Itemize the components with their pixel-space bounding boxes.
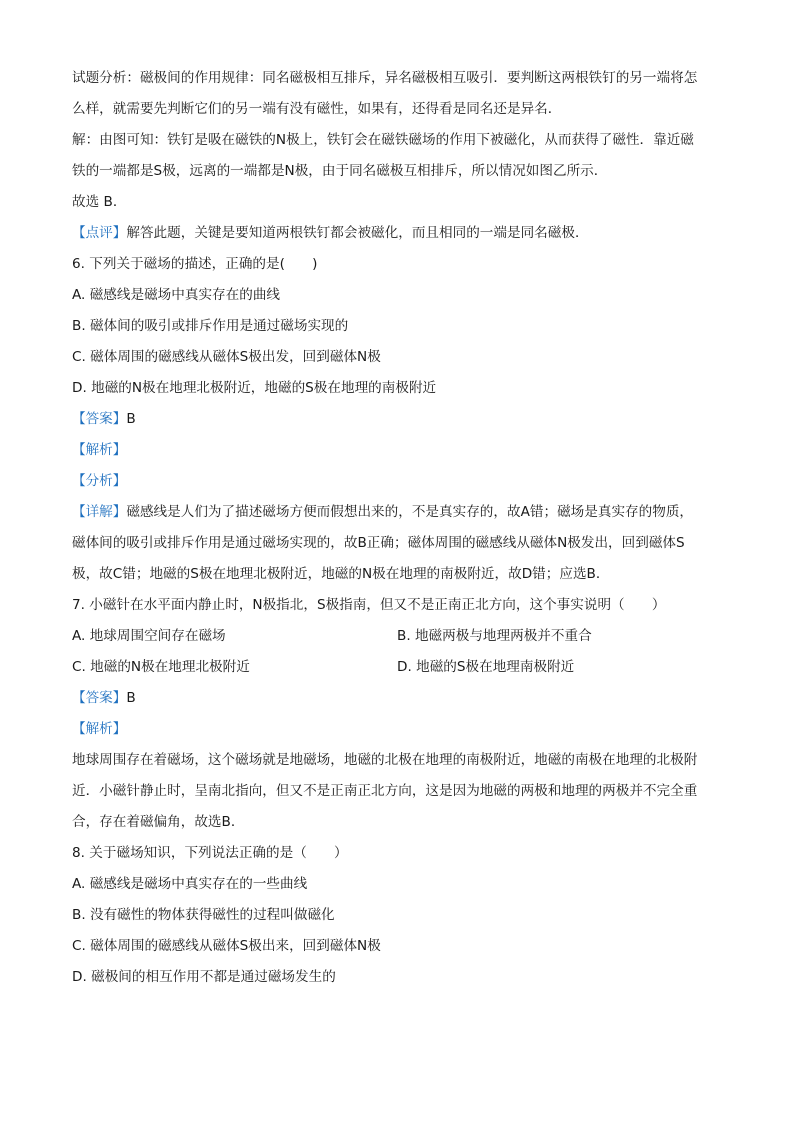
q7-answer-line [72,683,727,714]
q6-fenxi-line [72,466,727,497]
q7-explain-line-2: 近．小磁针静止时，呈南北指向，但又不是正南正北方向，这是因为地磁的两极和地理的两极并不完全重 [72,783,698,799]
q7-answer-label: 【答案】 [72,690,127,706]
q7-option-c: C. 地磁的N极在地理北极附近 [72,659,250,675]
q6-detail-text-1: 磁感线是人们为了描述磁场方便而假想出来的，不是真实存的，故A错；磁场是真实存的物质， [126,504,694,520]
q6-jiexi-line [72,435,727,466]
solution-line-1: 解：由图可知：铁钉是吸在磁铁的N极上，铁钉会在磁铁磁场的作用下被磁化，从而获得了磁性．靠近磁 [72,132,694,148]
q7-stem: 7. 小磁针在水平面内静止时，N极指北，S极指南，但又不是正南正北方向，这个事实说明（ ） [72,597,666,613]
q6-detail-line-1 [72,497,727,528]
analysis-line-1: 试题分析：磁极间的作用规律：同名磁极相互排斥，异名磁极相互吸引．要判断这两根铁钉的另一端将怎 [72,70,698,86]
q7-explain-line-1: 地球周围存在着磁场，这个磁场就是地磁场，地磁的北极在地理的南极附近，地磁的南极在地理的北极附 [72,752,698,768]
comment-line [72,218,727,249]
document-page [72,63,727,993]
q6-answer-label: 【答案】 [72,411,127,427]
q6-option-a: A. 磁感线是磁场中真实存在的曲线 [72,287,281,303]
q6-fenxi-label: 【分析】 [72,473,127,489]
comment-text: 解答此题，关键是要知道两根铁钉都会被磁化，而且相同的一端是同名磁极． [126,225,589,241]
q8-option-c: C. 磁体周围的磁感线从磁体S极出来，回到磁体N极 [72,938,381,954]
q7-answer: B [126,690,136,706]
q6-answer-line [72,404,727,435]
q6-detail-label: 【详解】 [72,504,127,520]
q8-stem: 8. 关于磁场知识，下列说法正确的是（ ） [72,845,348,861]
q8-option-b: B. 没有磁性的物体获得磁性的过程叫做磁化 [72,907,335,923]
q6-detail-line-3: 极，故C错；地磁的S极在地理北极附近，地磁的N极在地理的南极附近，故D错；应选B． [72,566,610,582]
q7-option-b: B. 地磁两极与地理两极并不重合 [397,628,592,644]
analysis-line-2: 么样，就需要先判断它们的另一端有没有磁性，如果有，还得看是同名还是异名． [72,101,562,117]
q6-jiexi-label: 【解析】 [72,442,127,458]
comment-label: 【点评】 [72,225,127,241]
choose-line: 故选 B． [72,194,127,210]
q6-option-c: C. 磁体周围的磁感线从磁体S极出发，回到磁体N极 [72,349,381,365]
q7-options-row-2 [72,652,727,683]
q7-option-a: A. 地球周围空间存在磁场 [72,628,226,644]
solution-line-2: 铁的一端都是S极，远离的一端都是N极，由于同名磁极互相排斥，所以情况如图乙所示． [72,163,608,179]
q6-option-d: D. 地磁的N极在地理北极附近，地磁的S极在地理的南极附近 [72,380,437,396]
q7-option-d: D. 地磁的S极在地理南极附近 [397,659,575,675]
q7-options-row-1 [72,621,727,652]
q6-detail-line-2: 磁体间的吸引或排斥作用是通过磁场实现的，故B正确；磁体周围的磁感线从磁体N极发出，回到磁体S [72,535,685,551]
q7-explain-line-3: 合，存在着磁偏角，故选B． [72,814,245,830]
q8-option-a: A. 磁感线是磁场中真实存在的一些曲线 [72,876,308,892]
q7-jiexi-label: 【解析】 [72,721,127,737]
q6-option-b: B. 磁体间的吸引或排斥作用是通过磁场实现的 [72,318,349,334]
q7-jiexi-line [72,714,727,745]
q6-stem: 6. 下列关于磁场的描述，正确的是( ) [72,256,318,272]
q6-answer: B [126,411,136,427]
q8-option-d: D. 磁极间的相互作用不都是通过磁场发生的 [72,969,336,985]
